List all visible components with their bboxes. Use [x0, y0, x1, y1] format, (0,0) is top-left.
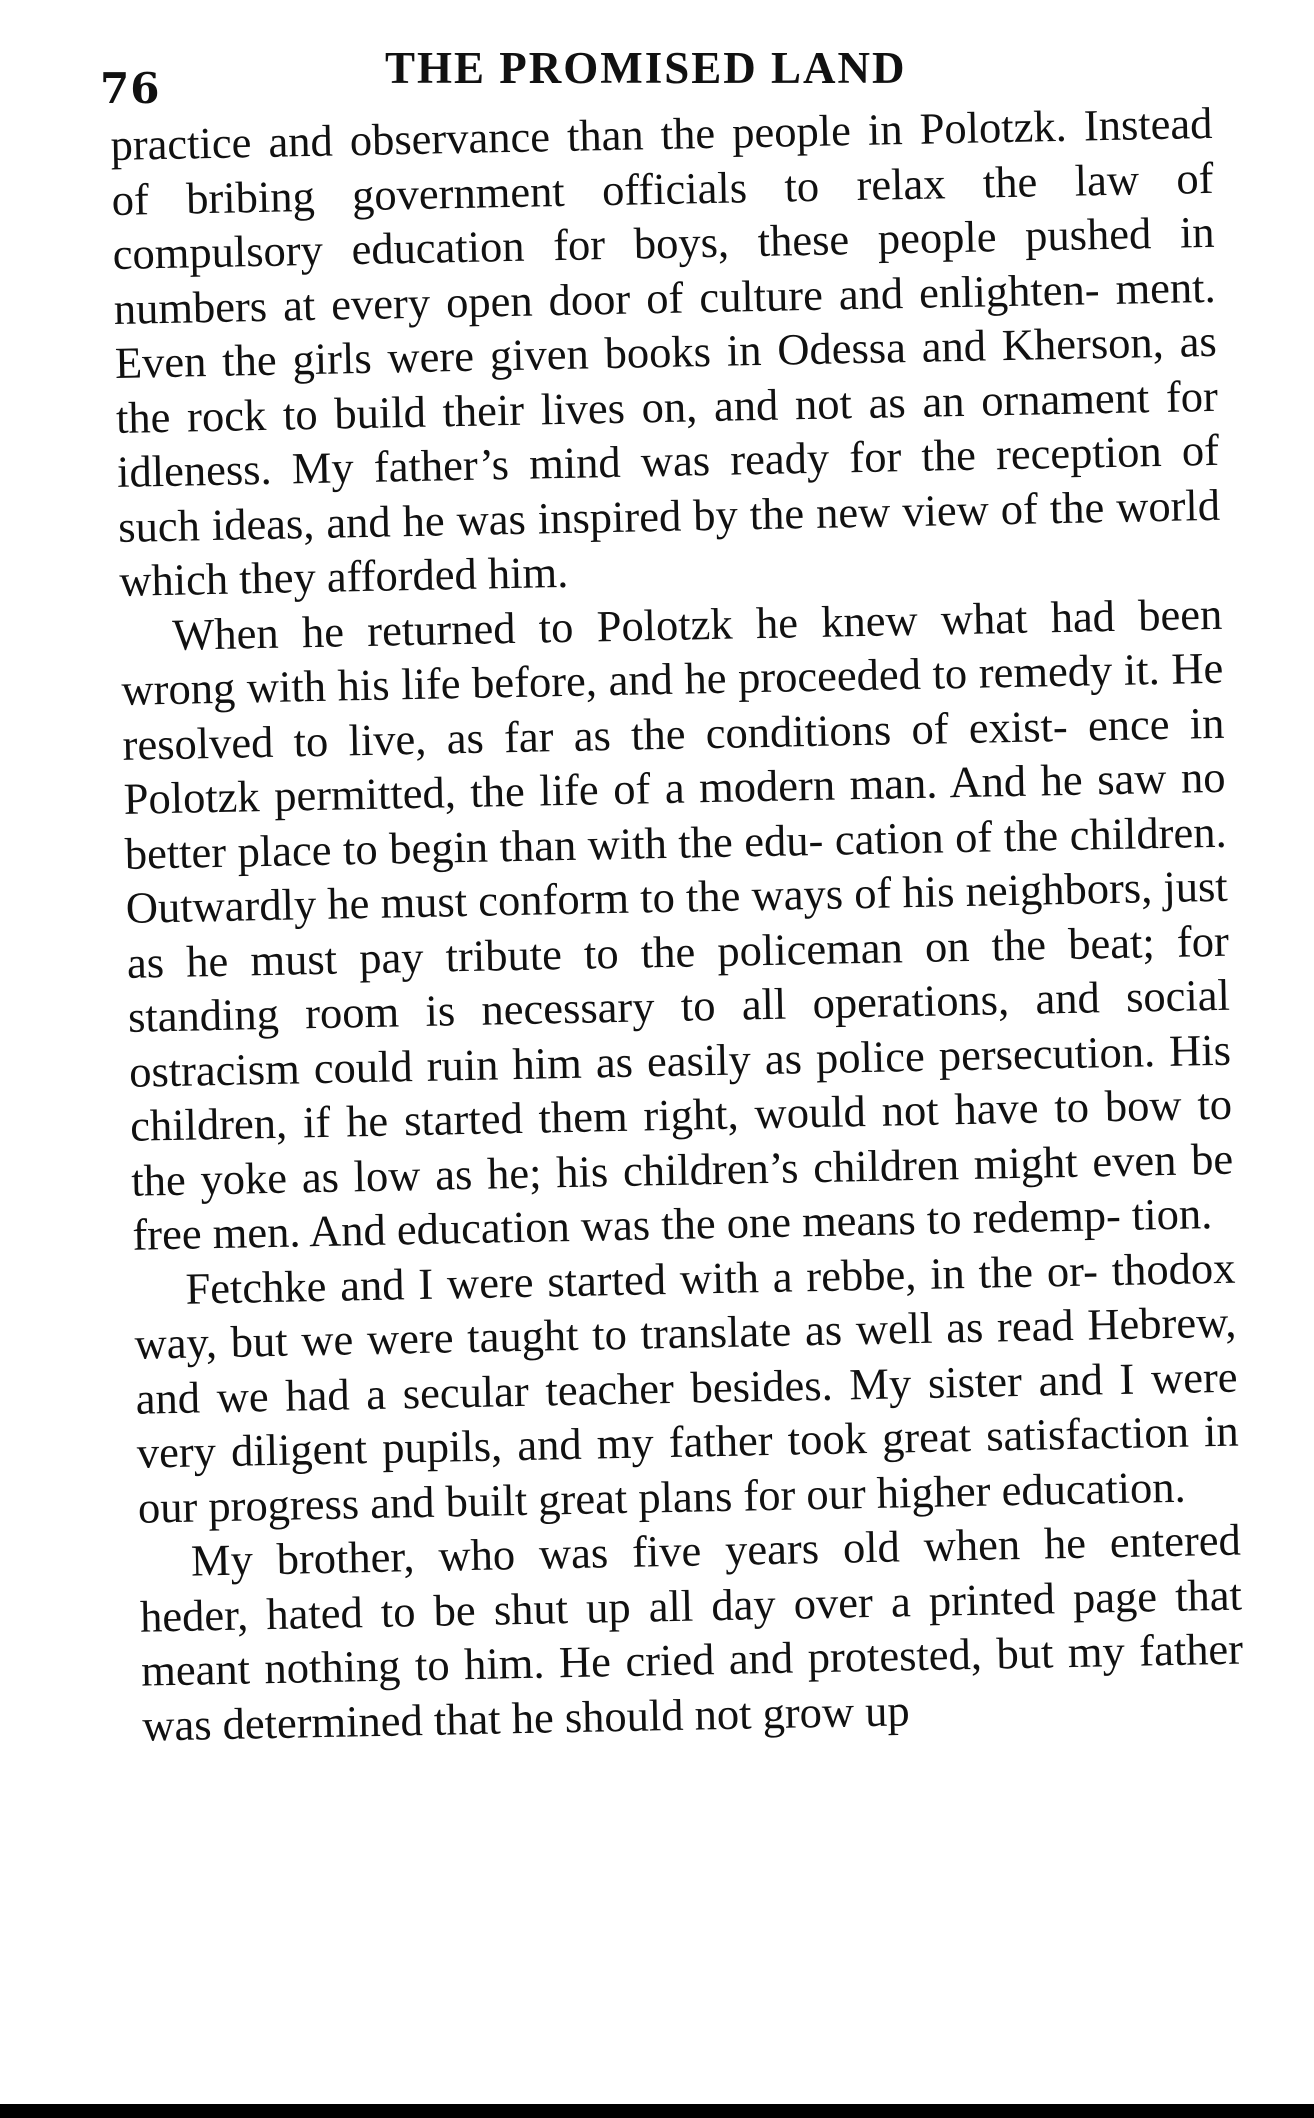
paragraph-1: practice and observance than the people in Polotzk. Instead of bribing government officials to relax the law of compulsory education for boys, these people pushed in numbers at every open door of culture and enlighten- ment. Even the girls were given books in Odessa and Kherson, as the rock to build their lives on, and not as an ornament for idleness. My father’s mind was ready for the reception of such ideas, and he was inspired by the new view of the world which they afforded him. — [110, 97, 1221, 606]
paragraph-4: My brother, who was five years old when he entered heder, hated to be shut up all day over a printed page that meant nothing to him. He cried and protested, but my father was determined that he should not grow up — [139, 1514, 1244, 1751]
paragraph-2: When he returned to Polotzk he knew what had been wrong with his life before, and he proceeded to remedy it. He resolved to live, as far as the conditions of exist- ence in Polotzk permitted, the life of a modern man. And he saw no better place to begin than with the edu- cation of the children. Outwardly he must conform to the ways of his neighbors, just as he must pay tribute to the policeman on the beat; for standing room is necessary to all operations, and social ostracism could ruin him as easily as police persecution. His children, if he started them right, would not have to bow to the yoke as low as he; his children’s children might even be free men. And education was the one means to redemp- tion. — [120, 588, 1234, 1260]
running-title: THE PROMISED LAND — [385, 43, 907, 93]
page-number: 76 — [100, 64, 161, 113]
body-text — [110, 96, 1245, 1753]
scan-edge — [0, 2104, 1314, 2118]
running-head — [0, 36, 1314, 113]
paragraph-3: Fetchke and I were started with a rebbe, in the or- thodox way, but we were taught to translate as well as read Hebrew, and we had a secular teacher besides. My sister and I were very diligent pupils, and my father took great satisfaction in our progress and built great plans for our higher education. — [134, 1242, 1240, 1533]
